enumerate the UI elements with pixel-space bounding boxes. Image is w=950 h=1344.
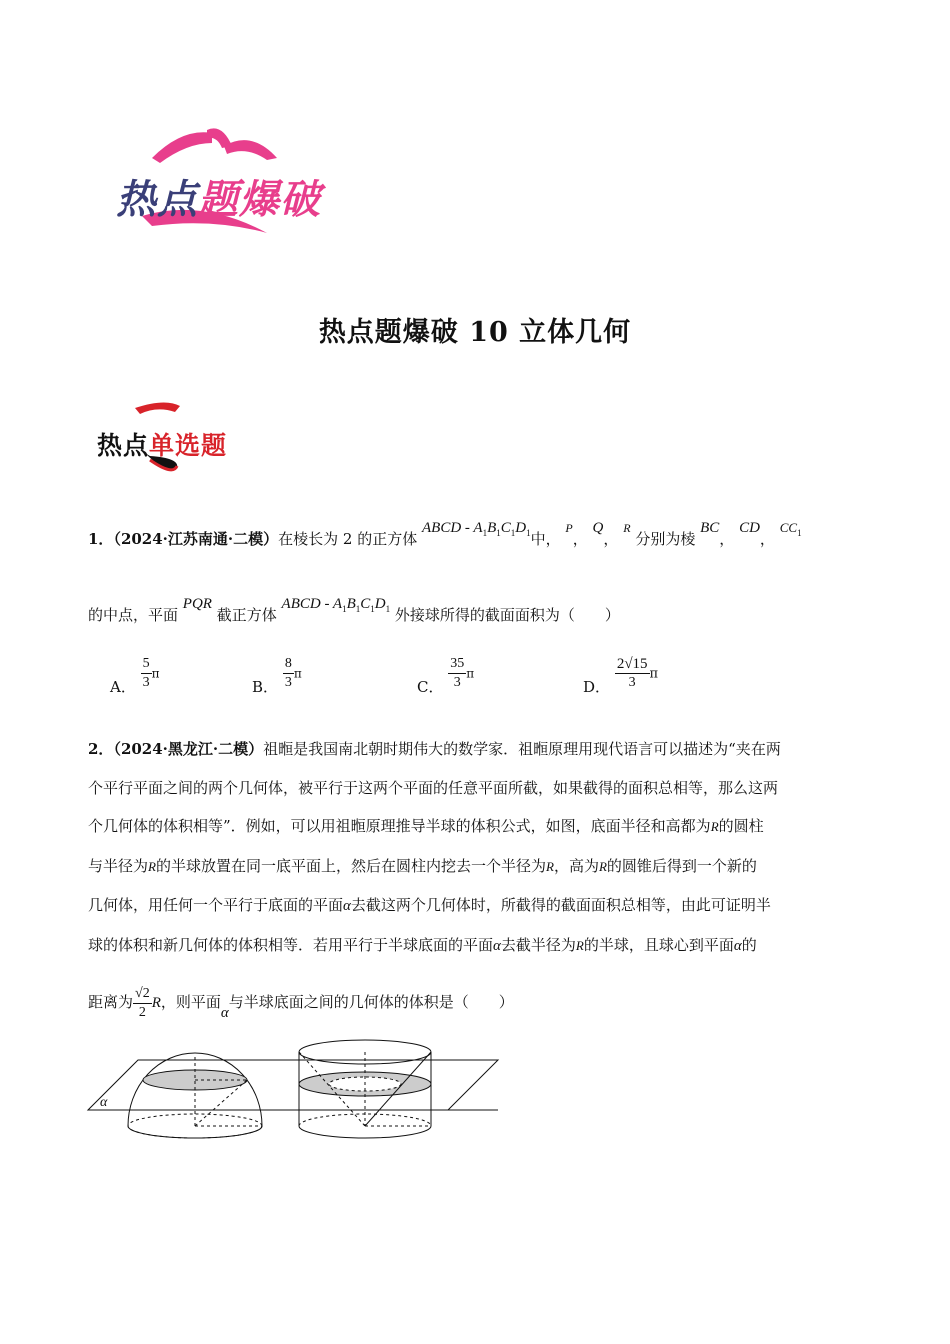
var-r: R <box>575 937 584 953</box>
q1-option-c[interactable] <box>417 655 475 696</box>
q2-text: 个几何体的体积相等”．例如，可以用祖暅原理推导半球的体积公式，如图，底面半径和高都为 <box>88 817 711 835</box>
q2-text: 与半球底面之间的几何体的体积是（ ） <box>228 993 514 1011</box>
q1-cube-symbol-2: ABCD - $A_1B_1C_1D_1$ <box>281 596 391 614</box>
q1-point-q: Q <box>592 520 604 536</box>
q2-text: 的半球，且球心到平面 <box>583 935 734 954</box>
q2-text: 的半球放置在同一底平面上，然后在圆柱内挖去一个半径为 <box>155 856 546 875</box>
var-r: R <box>151 995 161 1011</box>
q1-line-1 <box>88 520 802 564</box>
pi-symbol: π <box>151 666 160 681</box>
q2-line-7 <box>88 982 514 1023</box>
q1-comma: ， <box>603 530 619 548</box>
q1-comma: ， <box>719 530 735 548</box>
option-label: B． <box>252 677 279 696</box>
q1-text-5: 截正方体 <box>216 606 277 624</box>
q1-comma: ， <box>759 530 775 548</box>
var-r: R <box>545 858 554 874</box>
q2-line-3 <box>88 807 781 847</box>
logo-text-b: 题爆破 <box>198 177 321 223</box>
var-alpha: α <box>343 898 351 914</box>
q2-source: （2024·黑龙江·二模） <box>113 740 264 758</box>
q2-line-6 <box>88 926 781 966</box>
q1-point-p: P <box>565 521 573 535</box>
pi-symbol: π <box>649 666 659 682</box>
q2-text: ，高为 <box>553 856 599 875</box>
pi-symbol: π <box>293 666 302 681</box>
q2-text: 个平行平面之间的两个几何体，被平行于这两个平面的任意平面所截，如果截得的面积总相等，那么这两 <box>88 778 779 797</box>
figure-alpha-label: α <box>100 1095 108 1110</box>
q1-option-d[interactable] <box>583 655 659 696</box>
q1-comma: ， <box>572 530 588 548</box>
option-fraction: $\frac{5}{3}$ <box>142 656 150 690</box>
q2-line-1 <box>88 730 781 769</box>
q1-cube-symbol: ABCD - $A_1B_1C_1D_1$ <box>422 520 531 538</box>
var-alpha: α <box>220 1005 229 1021</box>
badge-text-b: 单选题 <box>149 431 228 460</box>
q1-point-r: R <box>623 521 631 535</box>
page-title: 热点题爆破 10 立体几何 <box>318 317 632 348</box>
distance-fraction: $\frac{√2}{2}$ <box>135 985 150 1020</box>
q2-text: ，则平面 <box>160 993 221 1011</box>
var-r: R <box>148 858 156 874</box>
q1-text-2: 中， <box>530 530 561 548</box>
hemisphere-cylinder-figure <box>86 1034 502 1146</box>
q1-option-b[interactable] <box>252 655 302 696</box>
q2-text: 的圆柱 <box>718 817 764 835</box>
option-fraction: $\frac{8}{3}$ <box>284 656 292 690</box>
q1-number: 1． <box>88 530 114 548</box>
option-label: A． <box>110 677 136 696</box>
option-label: C． <box>417 677 444 696</box>
q1-text-6: 外接球所得的截面面积为（ ） <box>394 606 620 624</box>
q1-option-a[interactable] <box>110 655 160 696</box>
q2-line-4 <box>88 847 781 887</box>
var-alpha: α <box>493 937 501 954</box>
logo-text-a: 热点 <box>116 177 198 223</box>
section-badge <box>95 398 245 478</box>
pi-symbol: π <box>466 666 475 681</box>
q2-number: 2． <box>88 740 114 758</box>
q1-text-4: 的中点，平面 <box>88 606 179 624</box>
q1-edge-cd: CD <box>739 520 760 536</box>
q2-text: 与半径为 <box>88 856 149 875</box>
q2-figure <box>86 1034 502 1146</box>
var-alpha: α <box>733 937 742 954</box>
option-fraction: $\frac{2√15}{3}$ <box>616 656 648 690</box>
q2-text: 去截这两个几何体时，所截得的截面面积总相等，由此可证明半 <box>350 896 771 914</box>
q2-line-2 <box>88 769 781 808</box>
q1-line-2 <box>88 596 620 640</box>
q2-line-5 <box>88 886 781 926</box>
var-r: R <box>598 858 607 874</box>
q2-text: 的圆锥后得到一个新的 <box>606 856 757 875</box>
q2-block <box>88 730 781 965</box>
q1-source: （2024·江苏南通·二模） <box>113 530 279 548</box>
q2-text: 球的体积和新几何体的体积相等．若用平行于半球底面的平面 <box>88 935 494 954</box>
var-r: R <box>710 819 719 834</box>
option-label: D． <box>583 677 611 696</box>
q1-edge-cc1: $CC_1$ <box>779 520 802 538</box>
q1-edge-bc: BC <box>700 520 720 536</box>
q2-text: 去截半径为 <box>500 935 576 954</box>
header-logo <box>112 118 332 243</box>
option-fraction: $\frac{35}{3}$ <box>450 656 465 690</box>
q2-text: 距离为 <box>88 993 134 1011</box>
q2-text: 几何体，用任何一个平行于底面的平面 <box>88 896 344 914</box>
q2-text: 祖暅是我国南北朝时期伟大的数学家．祖暅原理用现代语言可以描述为“夹在两 <box>263 740 781 758</box>
badge-text-a: 热点 <box>97 431 150 460</box>
q1-text-3: 分别为棱 <box>635 530 696 548</box>
q1-text-1: 在棱长为 2 的正方体 <box>278 530 418 548</box>
q2-text: 的 <box>741 935 757 954</box>
q1-plane-pqr: PQR <box>182 596 212 612</box>
